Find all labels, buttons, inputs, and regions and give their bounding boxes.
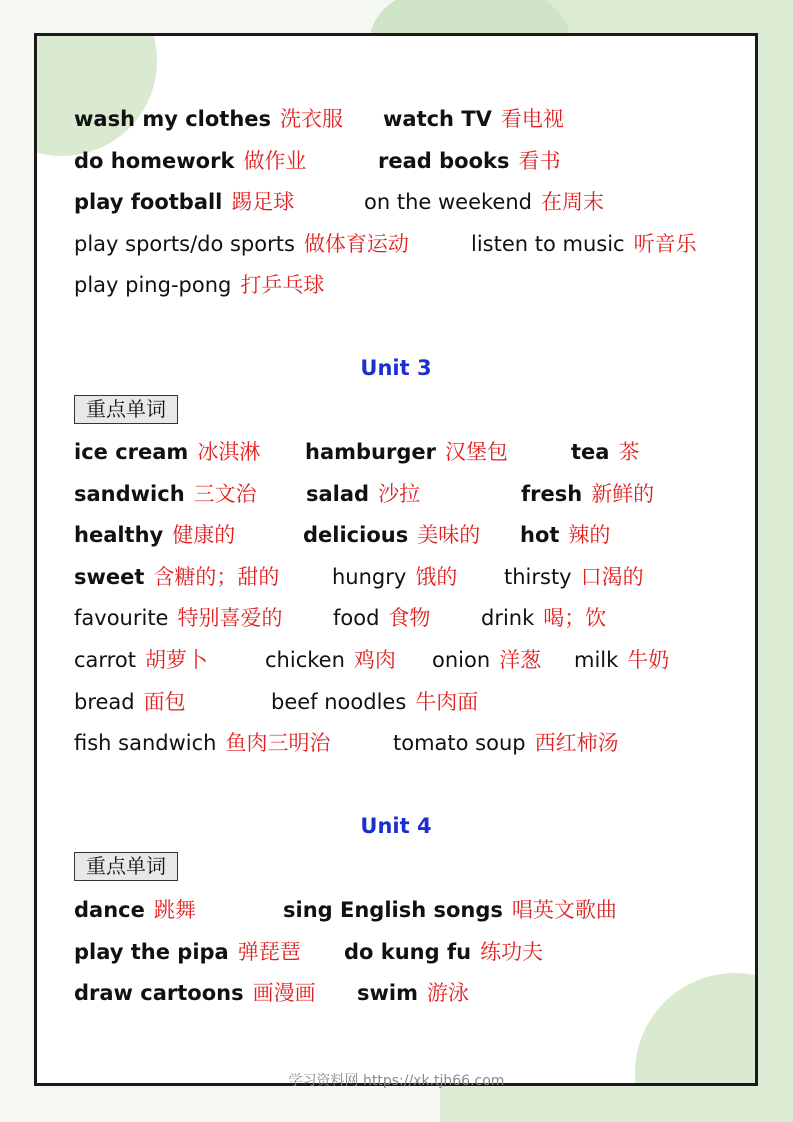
vocab-chinese: 在周末 <box>540 190 604 214</box>
vocab-item <box>481 602 606 634</box>
vocab-english: tomato soup <box>393 731 526 756</box>
vocab-chinese: 茶 <box>618 440 640 464</box>
vocab-english: watch TV <box>383 107 492 131</box>
vocab-item <box>383 103 564 135</box>
vocab-chinese: 唱英文歌曲 <box>511 898 617 922</box>
vocab-english: hamburger <box>305 440 436 464</box>
vocab-item <box>357 977 469 1009</box>
vocab-english: dance <box>74 898 145 922</box>
vocab-english: play the pipa <box>74 939 229 964</box>
vocab-chinese: 沙拉 <box>378 481 421 506</box>
vocab-item <box>471 228 697 260</box>
vocab-chinese: 画漫画 <box>252 981 316 1005</box>
vocab-item <box>306 478 420 510</box>
vocab-english: listen to music <box>471 231 625 256</box>
vocab-item <box>74 478 257 510</box>
vocab-english: tea <box>571 440 610 464</box>
vocab-chinese: 听音乐 <box>633 231 697 256</box>
vocab-english: chicken <box>265 648 345 672</box>
vocab-english: sing English songs <box>283 898 503 922</box>
vocab-item <box>74 228 409 260</box>
vocab-english: thirsty <box>504 564 572 589</box>
vocab-english: milk <box>574 648 619 672</box>
vocab-chinese: 洗衣服 <box>280 107 344 131</box>
vocab-english: hot <box>520 523 560 548</box>
unit3-key-words-label: 重点单词 <box>74 395 178 424</box>
vocab-english: favourite <box>74 606 169 631</box>
vocab-item <box>504 561 644 593</box>
vocab-english: draw cartoons <box>74 981 244 1005</box>
vocab-english: on the weekend <box>364 190 532 214</box>
vocab-chinese: 看书 <box>518 148 561 173</box>
vocab-chinese: 牛肉面 <box>415 689 479 714</box>
vocab-english: swim <box>357 981 418 1005</box>
vocab-chinese: 游泳 <box>426 981 469 1005</box>
vocab-item <box>74 269 324 301</box>
vocab-english: fish sandwich <box>74 731 217 756</box>
vocab-item <box>271 686 478 718</box>
vocab-chinese: 冰淇淋 <box>197 440 261 464</box>
vocab-chinese: 饿的 <box>415 564 458 589</box>
vocab-english: wash my clothes <box>74 107 272 131</box>
vocab-chinese: 食物 <box>388 606 431 631</box>
vocab-chinese: 看电视 <box>500 107 564 131</box>
vocab-item <box>74 602 282 634</box>
vocab-english: hungry <box>332 564 407 589</box>
vocab-item <box>74 436 260 468</box>
vocab-english: food <box>333 606 380 631</box>
vocab-item <box>265 644 396 676</box>
vocab-chinese: 健康的 <box>172 523 236 548</box>
vocab-item <box>74 561 279 593</box>
vocab-english: play sports/do sports <box>74 231 295 256</box>
vocab-english: bread <box>74 689 135 714</box>
vocab-chinese: 口渴的 <box>580 564 644 589</box>
vocab-item <box>378 145 560 177</box>
vocab-chinese: 特别喜爱的 <box>177 606 283 631</box>
vocab-item <box>305 436 508 468</box>
vocab-chinese: 汉堡包 <box>444 440 508 464</box>
vocab-english: fresh <box>521 481 583 506</box>
vocab-item <box>74 186 294 218</box>
vocab-english: play football <box>74 190 223 214</box>
vocab-chinese: 面包 <box>143 689 186 714</box>
vocab-chinese: 练功夫 <box>480 939 544 964</box>
vocab-english: do homework <box>74 148 235 173</box>
vocab-chinese: 打乒乓球 <box>240 273 325 297</box>
vocab-chinese: 新鲜的 <box>591 481 655 506</box>
vocab-item <box>74 145 306 177</box>
vocab-english: beef noodles <box>271 689 407 714</box>
vocab-item <box>74 727 330 759</box>
vocab-chinese: 跳舞 <box>153 898 196 922</box>
vocab-chinese: 西红柿汤 <box>534 731 619 756</box>
vocab-chinese: 含糖的；甜的 <box>153 564 280 589</box>
vocab-chinese: 胡萝卜 <box>144 648 208 672</box>
vocab-item <box>74 103 343 135</box>
vocab-item <box>332 561 457 593</box>
vocab-item <box>74 894 196 926</box>
vocab-chinese: 美味的 <box>417 523 481 548</box>
content-frame <box>34 33 758 1086</box>
vocab-english: carrot <box>74 648 136 672</box>
vocab-item <box>393 727 619 759</box>
vocab-item <box>364 186 604 218</box>
vocab-chinese: 做作业 <box>243 148 307 173</box>
vocab-chinese: 踢足球 <box>231 190 295 214</box>
vocab-english: onion <box>432 648 491 672</box>
unit4-title: Unit 4 <box>360 814 432 838</box>
vocab-chinese: 弹琵琶 <box>237 939 301 964</box>
vocab-english: ice cream <box>74 440 189 464</box>
vocab-chinese: 鸡肉 <box>353 648 396 672</box>
vocab-item <box>571 436 639 468</box>
vocabulary-content <box>37 36 755 1083</box>
vocab-item <box>74 644 208 676</box>
vocab-item <box>74 686 186 718</box>
vocab-english: sweet <box>74 564 145 589</box>
vocab-chinese: 洋葱 <box>499 648 542 672</box>
vocab-item <box>432 644 541 676</box>
vocab-item <box>74 977 316 1009</box>
vocab-item <box>344 936 543 968</box>
vocab-english: drink <box>481 606 535 631</box>
vocab-item <box>303 519 480 551</box>
vocab-english: delicious <box>303 523 409 548</box>
vocab-chinese: 辣的 <box>568 523 611 548</box>
vocab-english: do kung fu <box>344 939 472 964</box>
unit3-title: Unit 3 <box>360 356 432 380</box>
vocab-chinese: 喝；饮 <box>543 606 607 631</box>
footer-watermark: 学习资料网 https://xk.tjh66.com <box>288 1073 505 1089</box>
vocab-chinese: 鱼肉三明治 <box>225 731 331 756</box>
vocab-item <box>574 644 669 676</box>
vocab-english: read books <box>378 148 510 173</box>
vocab-chinese: 牛奶 <box>627 648 670 672</box>
unit4-key-words-label: 重点单词 <box>74 852 178 881</box>
vocab-chinese: 三文治 <box>193 481 257 506</box>
vocab-item <box>283 894 617 926</box>
vocab-chinese: 做体育运动 <box>303 231 409 256</box>
vocab-english: salad <box>306 481 370 506</box>
vocab-item <box>74 519 235 551</box>
vocab-english: play ping-pong <box>74 273 232 297</box>
vocab-english: sandwich <box>74 481 185 506</box>
vocab-item <box>520 519 610 551</box>
vocab-english: healthy <box>74 523 164 548</box>
vocab-item <box>521 478 654 510</box>
vocab-item <box>333 602 430 634</box>
vocab-item <box>74 936 301 968</box>
